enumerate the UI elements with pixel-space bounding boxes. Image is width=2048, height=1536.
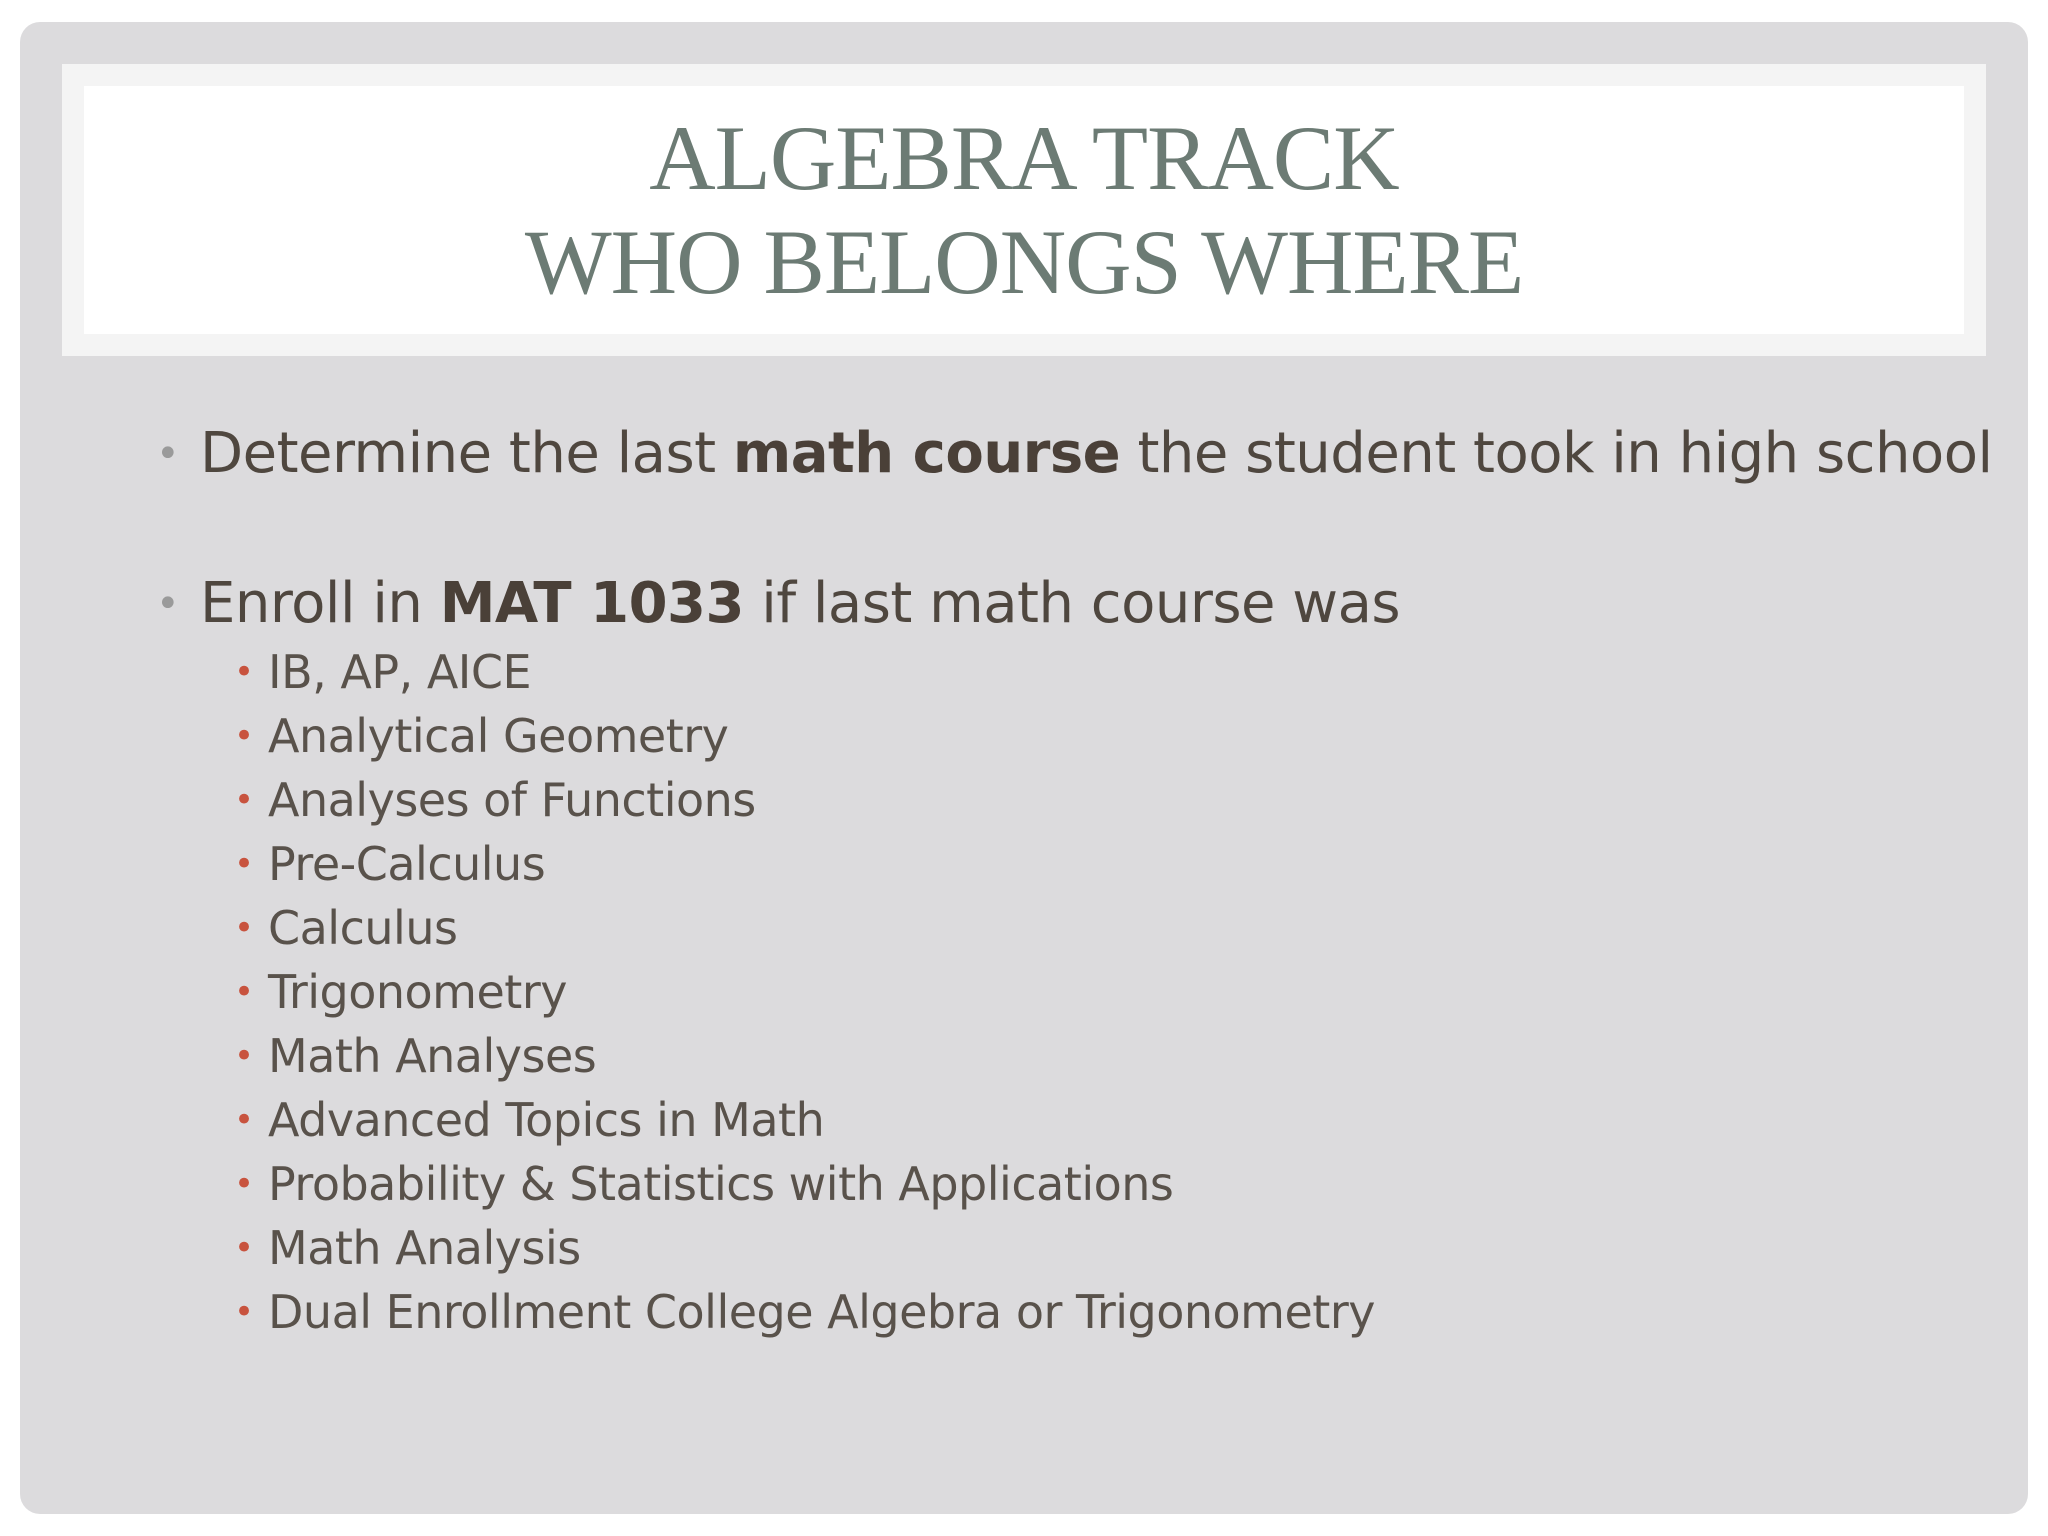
list-item: • Pre-Calculus [268, 832, 1375, 896]
list-item: • Advanced Topics in Math [268, 1088, 1375, 1152]
sub-bullet-dot-icon: • [234, 1292, 254, 1332]
slide-title-line-2: WHO BELONGS WHERE [524, 211, 1524, 313]
bullet-dot-icon: • [156, 581, 180, 627]
sub-bullet-dot-icon: • [234, 1228, 254, 1268]
slide-title-line-1: ALGEBRA TRACK [649, 107, 1399, 209]
list-item: • Probability & Statistics with Applications [268, 1152, 1375, 1216]
bullet-dot-icon: • [156, 431, 180, 477]
bullet-determine-course [156, 421, 1993, 486]
bullet-text-pre: Determine the last [200, 421, 733, 486]
slide-content [20, 22, 2028, 1514]
sub-bullet-dot-icon: • [234, 972, 254, 1012]
bullet-text-bold: MAT 1033 [439, 571, 744, 636]
sub-bullet-dot-icon: • [234, 844, 254, 884]
sub-bullet-dot-icon: • [234, 652, 254, 692]
list-item: • Analyses of Functions [268, 768, 1375, 832]
course-list [234, 640, 1375, 1344]
list-item: • Math Analysis [268, 1216, 1375, 1280]
sub-bullet-dot-icon: • [234, 716, 254, 756]
bullet-text-post: if last math course was [743, 571, 1401, 636]
sub-bullet-dot-icon: • [234, 1036, 254, 1076]
sub-bullet-dot-icon: • [234, 908, 254, 948]
list-item: • Dual Enrollment College Algebra or Trigonometry [268, 1280, 1375, 1344]
sub-bullet-dot-icon: • [234, 780, 254, 820]
slide [20, 22, 2028, 1514]
list-item: • Trigonometry [268, 960, 1375, 1024]
list-item: • IB, AP, AICE [268, 640, 1375, 704]
list-item: • Math Analyses [268, 1024, 1375, 1088]
bullet-enroll-mat1033 [156, 571, 1401, 636]
sub-bullet-dot-icon: • [234, 1100, 254, 1140]
list-item: • Calculus [268, 896, 1375, 960]
bullet-text-bold: math course [732, 421, 1121, 486]
bullet-text-pre: Enroll in [200, 571, 440, 636]
list-item: • Analytical Geometry [268, 704, 1375, 768]
bullet-text-post: the student took in high school [1120, 421, 1993, 486]
sub-bullet-dot-icon: • [234, 1164, 254, 1204]
